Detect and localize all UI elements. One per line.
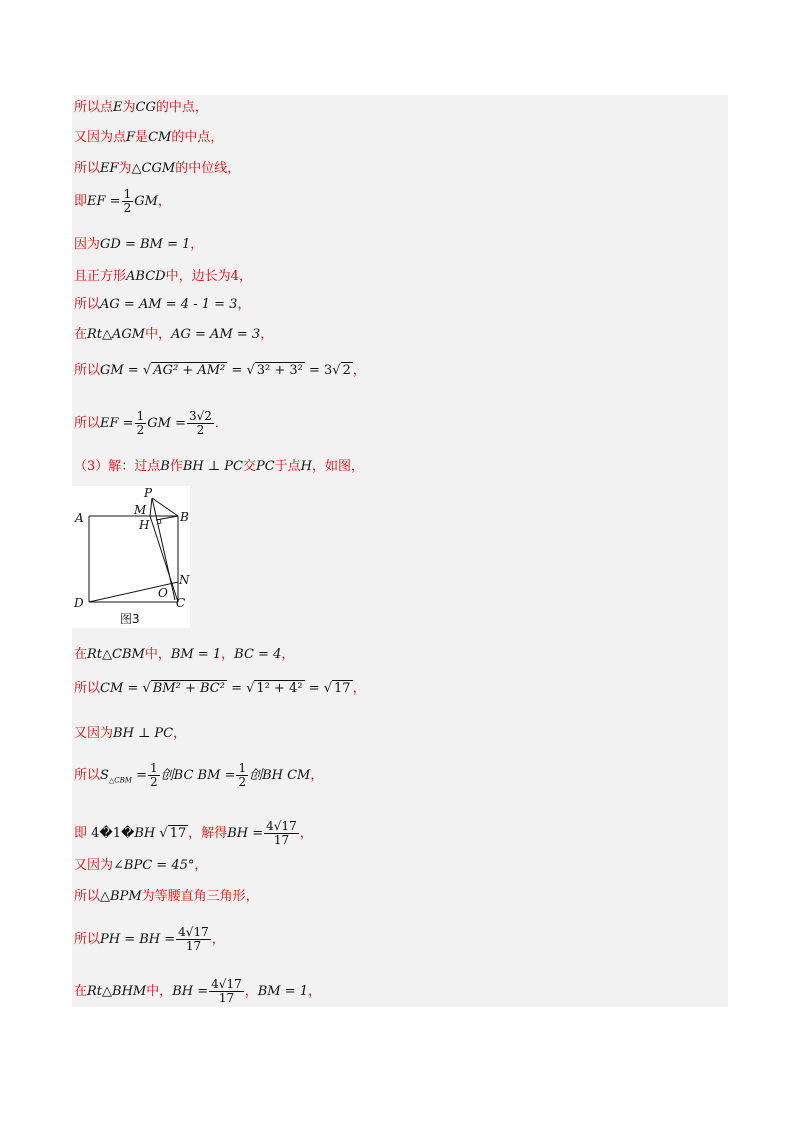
text: ，如图， <box>312 459 365 474</box>
math: BH = <box>172 984 209 999</box>
text-line-14 <box>74 725 186 743</box>
label-M: M <box>134 503 147 517</box>
text: 所以 <box>74 297 101 312</box>
text-line-1 <box>74 99 208 117</box>
math: AG = AM = 3 <box>171 327 261 342</box>
math: BM = 1 <box>257 984 309 999</box>
math: BH ⊥ PC <box>182 459 243 474</box>
square-root: √ 17 <box>159 826 187 841</box>
fraction: $\frac{3√2}{2}$ <box>188 409 212 437</box>
square-root: √ 3² + 3² <box>246 363 303 378</box>
text-line-3 <box>74 160 240 178</box>
math: Rt△AGM <box>87 327 146 342</box>
math: CG <box>135 100 156 115</box>
text: ， <box>237 297 251 312</box>
text: 所以点 <box>74 100 114 115</box>
math: E <box>113 100 123 115</box>
subscript: △CBM <box>108 776 132 785</box>
text: 所以 <box>74 768 101 783</box>
math: Rt△CBM <box>87 647 145 662</box>
math: EF <box>100 161 119 176</box>
text: 因为 <box>74 237 101 252</box>
math: BH = <box>227 826 264 841</box>
text: ， <box>221 647 235 662</box>
text: 的中点， <box>171 130 224 145</box>
math: = <box>231 681 242 696</box>
label-A: A <box>75 511 84 525</box>
square-diagram <box>72 486 190 628</box>
text: （3）解：过点 <box>74 459 161 474</box>
text: ， <box>194 858 208 873</box>
math: PC <box>255 459 275 474</box>
text: 中， <box>146 984 173 999</box>
text: 在 <box>74 984 88 999</box>
fraction: $\frac{4√17}{17}$ <box>266 819 297 847</box>
math: 4�1� <box>91 826 135 841</box>
text: 即 <box>74 194 88 209</box>
math: B <box>160 459 170 474</box>
text-line-13 <box>74 680 366 698</box>
math: GM <box>134 194 158 209</box>
math: △BPM <box>100 889 142 904</box>
text-line-4 <box>74 188 171 215</box>
text: ， <box>352 681 366 696</box>
math: ABCD <box>126 269 166 284</box>
text: 在 <box>74 647 88 662</box>
math: GM = <box>100 363 139 378</box>
math: ∠BPC = 45° <box>113 858 195 873</box>
label-D: D <box>74 596 84 610</box>
fraction: $\frac{1}{2}$ <box>150 761 158 789</box>
text: 的中点， <box>155 100 208 115</box>
text: 中， <box>144 647 171 662</box>
math: H <box>300 459 313 474</box>
text: 所以 <box>74 681 101 696</box>
math: GM = <box>147 416 186 431</box>
math: BH ⊥ PC <box>113 726 174 741</box>
text: 中，边长为4， <box>165 269 252 284</box>
text: 为等腰直角三角形， <box>141 889 259 904</box>
text-line-15 <box>74 762 323 790</box>
text: 的中位线， <box>175 161 241 176</box>
text-line-7 <box>74 296 250 314</box>
fraction: $\frac{1}{2}$ <box>238 761 247 789</box>
text-line-18 <box>74 888 259 906</box>
text-line-2 <box>74 129 223 147</box>
math: EF = <box>87 194 121 209</box>
text-line-20 <box>74 978 321 1005</box>
text: 又因为点 <box>74 130 127 145</box>
math: AG = AM = 4 - 1 = 3 <box>100 297 238 312</box>
text: 即 <box>74 826 88 841</box>
text: 又因为 <box>74 726 114 741</box>
text-line-19 <box>74 926 225 953</box>
square-root: √ BM² + BC² <box>142 681 225 696</box>
label-H: H <box>139 518 150 532</box>
label-C: C <box>176 596 186 610</box>
fraction: $\frac{1}{2}$ <box>123 187 132 215</box>
math: 创BC BM = <box>160 768 236 783</box>
label-B: B <box>180 510 189 524</box>
text: 是 <box>135 130 149 145</box>
text: 在 <box>74 327 88 342</box>
math: S <box>100 768 109 783</box>
text: ， <box>299 826 313 841</box>
segment-PM <box>150 498 152 516</box>
text-line-8 <box>74 326 273 344</box>
fraction: $\frac{1}{2}$ <box>136 409 145 437</box>
text-line-16 <box>74 820 313 847</box>
square-root: √ 2 <box>332 363 351 378</box>
text-line-10 <box>74 410 228 437</box>
math: CM <box>148 130 172 145</box>
math: = <box>231 363 243 378</box>
math: CM = <box>100 681 139 696</box>
square-root: √ AG² + AM² <box>142 363 226 378</box>
math: = <box>136 768 148 783</box>
geometry-figure <box>72 486 190 628</box>
math: EF = <box>100 416 134 431</box>
segment-BH <box>156 516 178 520</box>
text: ，解得 <box>188 826 228 841</box>
text: 又因为 <box>74 858 114 873</box>
text: 所以 <box>74 363 101 378</box>
text-line-12 <box>74 646 294 664</box>
text: ， <box>190 237 204 252</box>
square-root: √ 1² + 4² <box>246 681 303 696</box>
fraction: $\frac{4√17}{17}$ <box>211 977 242 1005</box>
text: 所以 <box>74 161 101 176</box>
math: = 3 <box>309 363 333 378</box>
text-line-6 <box>74 268 252 286</box>
text: 作 <box>169 459 183 474</box>
math: PH = BH = <box>100 932 176 947</box>
text: 所以 <box>74 932 101 947</box>
math: BH <box>134 826 156 841</box>
math: BM = 1 <box>170 647 222 662</box>
text: ， <box>244 984 258 999</box>
math: △CGM <box>131 161 176 176</box>
text: ， <box>173 726 187 741</box>
label-O: O <box>158 586 168 600</box>
text: ， <box>352 363 366 378</box>
text-line-9 <box>74 362 366 380</box>
square-root: √ 17 <box>323 681 351 696</box>
text: ， <box>310 768 324 783</box>
segment-PC <box>152 498 175 600</box>
text: ， <box>260 327 274 342</box>
fraction: $\frac{4√17}{17}$ <box>178 925 209 953</box>
text: 且正方形 <box>74 269 127 284</box>
text: 为 <box>122 100 136 115</box>
text: ， <box>308 984 322 999</box>
text: 所以 <box>74 889 101 904</box>
math: 创BH CM <box>249 768 311 783</box>
label-P: P <box>144 486 153 500</box>
math: Rt△BHM <box>87 984 147 999</box>
math: = <box>308 681 320 696</box>
text: ， <box>281 647 295 662</box>
math: F <box>126 130 136 145</box>
math: BC = 4 <box>234 647 282 662</box>
text: 中， <box>145 327 172 342</box>
text: ， <box>157 194 171 209</box>
math: GD = BM = 1 <box>100 237 191 252</box>
text-line-11 <box>74 458 364 476</box>
text: ． <box>214 416 228 431</box>
text: 为 <box>118 161 132 176</box>
figure-caption: 图3 <box>120 612 140 626</box>
label-N: N <box>179 573 190 587</box>
text: 交 <box>242 459 256 474</box>
text-line-17 <box>74 857 207 875</box>
text: 于点 <box>274 459 301 474</box>
text: 所以 <box>74 416 101 431</box>
text-line-5 <box>74 236 203 254</box>
text: ， <box>211 932 225 947</box>
